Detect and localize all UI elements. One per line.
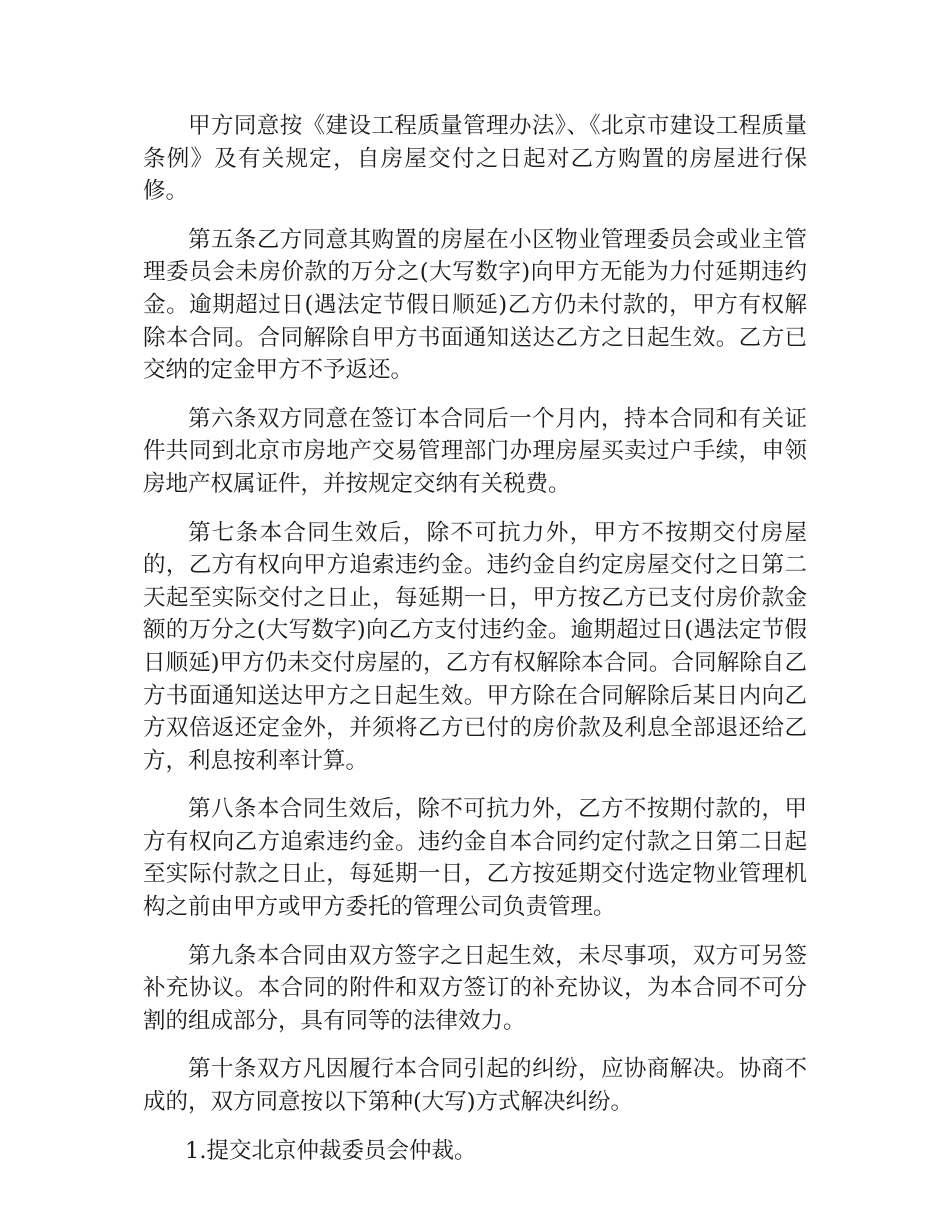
paragraph-article-5: 第五条乙方同意其购置的房屋在小区物业管理委员会或业主管理委员会未房价款的万分之(大写数字)向甲方无能为力付延期违约金。逾期超过日(遇法定节假日顺延)乙方仍未付款的，甲方有权解除本合同。合同解除自甲方书面通知送达乙方之日起生效。乙方已交纳的定金甲方不予返还。 (143, 226, 807, 384)
list-item-arbitration: 1.提交北京仲裁委员会仲裁。 (185, 1137, 477, 1164)
document-body (143, 110, 807, 1167)
paragraph-article-6: 第六条双方同意在签订本合同后一个月内，持本合同和有关证件共同到北京市房地产交易管理部门办理房屋买卖过户手续，申领房地产权属证件，并按规定交纳有关税费。 (143, 405, 807, 497)
paragraph-article-10: 第十条双方凡因履行本合同引起的纠纷，应协商解决。协商不成的，双方同意按以下第种(大写)方式解决纠纷。 (143, 1056, 807, 1116)
paragraph-article-8: 第八条本合同生效后，除不可抗力外，乙方不按期付款的，甲方有权向乙方追索违约金。违约金自本合同约定付款之日第二日起至实际付款之日止，每延期一日，乙方按延期交付选定物业管理机构之前由甲方或甲方委托的管理公司负责管理。 (143, 796, 807, 921)
paragraph-article-7: 第七条本合同生效后，除不可抗力外，甲方不按期交付房屋的，乙方有权向甲方追索违约金。违约金自约定房屋交付之日第二天起至实际交付之日止，每延期一日，甲方按乙方已支付房价款金额的万分之(大写数字)向乙方支付违约金。逾期超过日(遇法定节假日顺延)甲方仍未交付房屋的，乙方有权解除本合同。合同解除自乙方书面通知送达甲方之日起生效。甲方除在合同解除后某日内向乙方双倍返还定金外，并须将乙方已付的房价款及利息全部退还给乙方，利息按利率计算。 (143, 519, 807, 774)
paragraph-warranty: 甲方同意按《建设工程质量管理办法》、《北京市建设工程质量条例》及有关规定，自房屋交付之日起对乙方购置的房屋进行保修。 (143, 113, 807, 205)
paragraph-article-9: 第九条本合同由双方签字之日起生效，未尽事项，双方可另签补充协议。本合同的附件和双方签订的补充协议，为本合同不可分割的组成部分，具有同等的法律效力。 (143, 942, 807, 1034)
